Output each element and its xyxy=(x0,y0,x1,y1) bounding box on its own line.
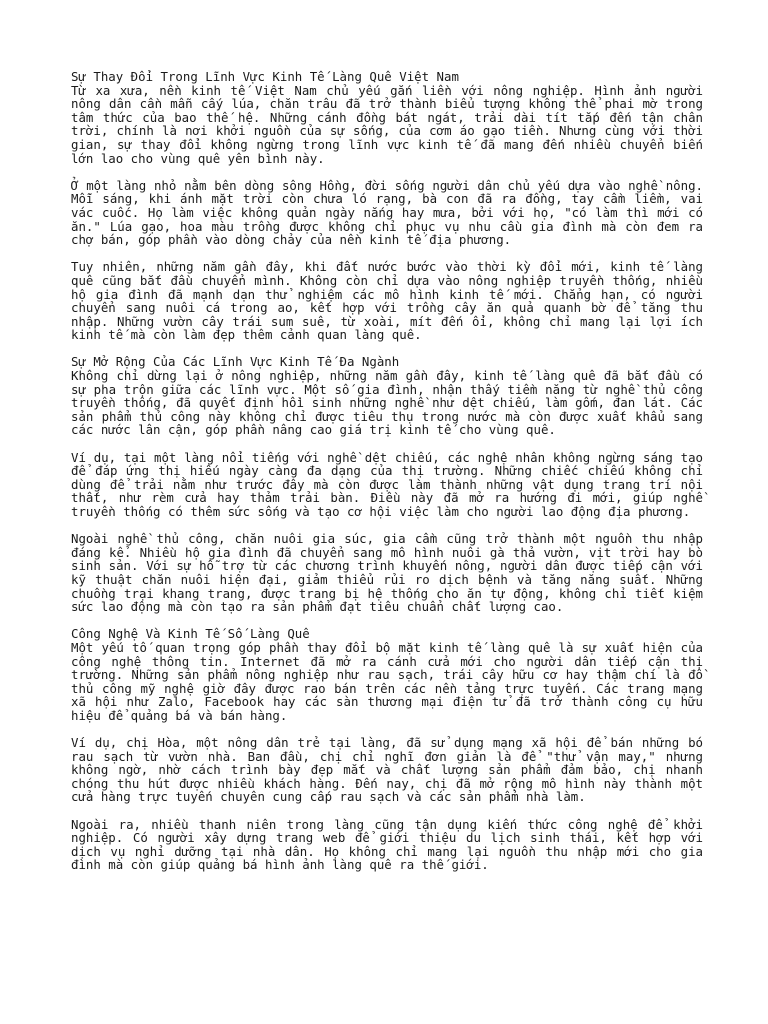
section-multi-sector xyxy=(71,355,703,627)
paragraph: Không chỉ dừng lại ở nông nghiệp, những năm gần đây, kinh tế làng quê đã bắt đầu có sự pha trộn giữa các lĩnh vực. Một số gia đình, nhận thấy tiềm năng từ nghề thủ công truyền thống, đã quyết định hồi sinh những nghề như dệt chiếu, làm gốm, đan lát. Các sản phẩm thủ công này không chỉ được tiêu thụ trong nước mà còn được xuất khẩu sang các nước lân cận, góp phần nâng cao giá trị kinh tế cho vùng quê. xyxy=(71,368,703,438)
section-heading: Sự Thay Đổi Trong Lĩnh Vực Kinh Tế Làng Quê Việt Nam xyxy=(71,69,459,84)
document-body xyxy=(71,70,703,872)
paragraph: Ở một làng nhỏ nằm bên dòng sông Hồng, đời sống người dân chủ yếu dựa vào nghề nông. Mỗi sáng, khi ánh mặt trời còn chưa ló rạng, bà con đã ra đồng, tay cầm liềm, vai vác cuốc. Họ làm việc không quản ngày nắng hay mưa, bởi với họ, "có làm thì mới có ăn." Lúa gạo, hoa màu trồng được không chỉ phục vụ nhu cầu gia đình mà còn đem ra chợ bán, góp phần vào dòng chảy của nền kinh tế địa phương. xyxy=(71,177,703,248)
paragraph: Ví dụ, chị Hòa, một nông dân trẻ tại làng, đã sử dụng mạng xã hội để bán những bó rau sạch từ vườn nhà. Ban đầu, chị chỉ nghĩ đơn giản là để "thử vận may," nhưng không ngờ, nhờ cách trình bày đẹp mắt và chất lượng sản phẩm đảm bảo, chị nhanh chóng thu hút được nhiều khách hàng. Đến nay, chị đã mở rộng mô hình này thành một cửa hàng trực tuyến chuyên cung cấp rau sạch và các sản phẩm nhà làm. xyxy=(71,735,703,805)
section-digital-economy xyxy=(71,627,703,872)
section-heading: Công Nghệ Và Kinh Tế Số Làng Quê xyxy=(71,626,310,642)
section-economic-change xyxy=(71,70,703,355)
paragraph: Một yếu tố quan trọng góp phần thay đổi bộ mặt kinh tế làng quê là sự xuất hiện của công nghệ thông tin. Internet đã mở ra cánh cửa mới cho người dân tiếp cận thị trường. Những sản phẩm nông nghiệp như rau sạch, trái cây hữu cơ hay thậm chí là đồ thủ công mỹ nghệ giờ đây được rao bán trên các nền tảng trực tuyến. Các trang mạng xã hội như Zalo, Facebook hay các sàn thương mại điện tử đã trở thành công cụ hữu hiệu để quảng bá và bán hàng. xyxy=(71,639,703,723)
paragraph: Ngoài nghề thủ công, chăn nuôi gia súc, gia cầm cũng trở thành một nguồn thu nhập đáng kể. Nhiều hộ gia đình đã chuyển sang mô hình nuôi gà thả vườn, vịt trời hay bò sinh sản. Với sự hỗ trợ từ các chương trình khuyến nông, người dân được tiếp cận với kỹ thuật chăn nuôi hiện đại, giảm thiểu rủi ro dịch bệnh và tăng năng suất. Những chuồng trại khang trang, được trang bị hệ thống cho ăn tự động, không chỉ tiết kiệm sức lao động mà còn tạo ra sản phẩm đạt tiêu chuẩn chất lượng cao. xyxy=(71,531,703,615)
paragraph: Ngoài ra, nhiều thanh niên trong làng cũng tận dụng kiến thức công nghệ để khởi nghiệp. Có người xây dựng trang web để giới thiệu du lịch sinh thái, kết hợp với dịch vụ nghỉ dưỡng tại nhà dân. Họ không chỉ mang lại nguồn thu nhập mới cho gia đình mà còn giúp quảng bá hình ảnh làng quê ra thế giới. xyxy=(71,816,703,873)
paragraph: Từ xa xưa, nền kinh tế Việt Nam chủ yếu gắn liền với nông nghiệp. Hình ảnh người nông dân cần mẫn cấy lúa, chăn trâu đã trở thành biểu tượng không thể phai mờ trong tâm thức của bao thế hệ. Những cánh đồng bát ngát, trải dài tít tắp đến tận chân trời, chính là nơi khởi nguồn của sự sống, của cơm áo gạo tiền. Nhưng cùng với thời gian, sự thay đổi không ngừng trong lĩnh vực kinh tế đã mang đến nhiều chuyển biến lớn lao cho vùng quê yên bình này. xyxy=(71,82,703,166)
paragraph: Ví dụ, tại một làng nổi tiếng với nghề dệt chiếu, các nghệ nhân không ngừng sáng tạo để đáp ứng thị hiếu ngày càng đa dạng của thị trường. Những chiếc chiếu không chỉ dùng để trải nằm như trước đây mà còn được làm thành những vật dụng trang trí nội thất, như rèm cửa hay thảm trải bàn. Điều này đã mở ra hướng đi mới, giúp nghề truyền thống có thêm sức sống và tạo cơ hội việc làm cho người lao động địa phương. xyxy=(71,449,703,519)
section-heading: Sự Mở Rộng Của Các Lĩnh Vực Kinh Tế Đa Ngành xyxy=(71,354,400,370)
paragraph: Tuy nhiên, những năm gần đây, khi đất nước bước vào thời kỳ đổi mới, kinh tế làng quê cũng bắt đầu chuyển mình. Không còn chỉ dựa vào nông nghiệp truyền thống, nhiều hộ gia đình đã mạnh dạn thử nghiệm các mô hình kinh tế mới. Chẳng hạn, có người chuyển sang nuôi cá trong ao, kết hợp với trồng cây ăn quả quanh bờ để tăng thu nhập. Những vườn cây trái sum suê, từ xoài, mít đến ổi, không chỉ mang lại lợi ích kinh tế mà còn làm đẹp thêm cảnh quan làng quê. xyxy=(71,259,703,343)
